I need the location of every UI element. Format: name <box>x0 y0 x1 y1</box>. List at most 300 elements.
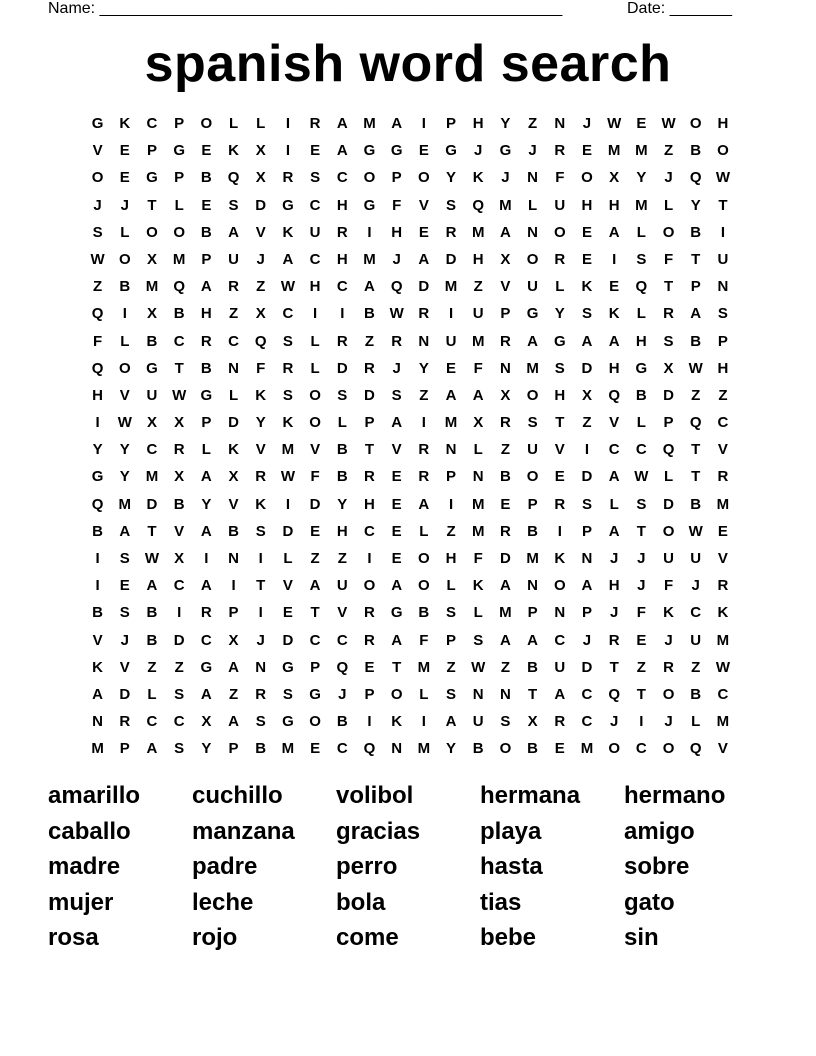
grid-letter: R <box>717 468 729 486</box>
grid-letter: K <box>581 278 593 296</box>
grid-letter: L <box>473 604 483 622</box>
grid-letter: Z <box>256 278 266 296</box>
grid-letter: P <box>527 604 538 622</box>
grid-letter: V <box>92 142 103 160</box>
grid-letter: I <box>231 577 236 595</box>
grid-letter: O <box>390 685 403 703</box>
grid-letter: C <box>146 713 158 731</box>
word-item: rojo <box>192 924 238 951</box>
grid-letter: R <box>173 441 185 459</box>
grid-letter: S <box>527 414 538 432</box>
grid-letter: N <box>527 169 539 187</box>
grid-letter: K <box>119 115 131 132</box>
grid-letter: A <box>228 713 239 731</box>
grid-letter: V <box>717 740 728 758</box>
grid-letter: U <box>690 550 702 567</box>
grid-letter: C <box>309 631 321 649</box>
word-item: gato <box>624 888 675 916</box>
grid-row <box>84 495 737 522</box>
grid-letter: A <box>200 685 212 703</box>
grid-letter: W <box>117 414 132 432</box>
grid-letter: M <box>444 414 458 432</box>
grid-letter: X <box>174 414 185 432</box>
grid-letter: I <box>340 305 345 323</box>
grid-letter: U <box>717 250 729 268</box>
grid-letter: X <box>228 468 239 486</box>
grid-letter: M <box>716 495 730 513</box>
grid-letter: T <box>147 196 157 214</box>
grid-letter: R <box>418 441 430 459</box>
grid-letter: K <box>282 414 294 432</box>
word-item: gracias <box>336 817 421 845</box>
grid-letter: J <box>392 250 401 268</box>
grid-letter: Q <box>254 332 267 350</box>
word-item: mujer <box>48 888 114 916</box>
grid-letter: B <box>200 223 212 241</box>
grid-letter: H <box>336 250 348 268</box>
grid-letter: H <box>364 495 375 513</box>
grid-letter: Y <box>554 305 565 323</box>
grid-letter: M <box>417 658 431 676</box>
grid-letter: K <box>228 441 239 459</box>
grid-letter: P <box>174 115 185 132</box>
grid-letter: J <box>664 631 673 649</box>
grid-letter: Y <box>201 495 212 513</box>
grid-letter: E <box>119 169 130 187</box>
grid-letter: S <box>581 305 592 323</box>
grid-letter: W <box>144 550 160 567</box>
grid-letter: Z <box>500 441 510 459</box>
grid-letter: E <box>581 142 592 160</box>
grid-letter: L <box>256 115 266 132</box>
grid-letter: B <box>146 604 158 622</box>
grid-letter: B <box>527 740 539 758</box>
grid-letter: A <box>608 223 620 241</box>
grid-letter: I <box>584 441 590 459</box>
grid-letter: O <box>608 740 620 758</box>
grid-letter: J <box>582 115 592 132</box>
grid-letter: V <box>391 441 402 459</box>
grid-letter: M <box>281 441 295 459</box>
grid-letter: A <box>119 522 131 540</box>
grid-letter: M <box>471 223 485 241</box>
grid-letter: O <box>526 468 539 486</box>
grid-letter: W <box>715 169 730 187</box>
word-item: cuchillo <box>192 782 283 809</box>
grid-letter: R <box>255 468 267 486</box>
grid-letter: A <box>282 250 294 268</box>
grid-letter: R <box>663 658 674 676</box>
grid-letter: J <box>256 631 265 649</box>
grid-letter: J <box>120 196 129 214</box>
grid-letter: L <box>228 115 239 132</box>
grid-letter: E <box>446 359 457 377</box>
grid-letter: M <box>118 495 132 513</box>
grid-letter: V <box>418 196 429 214</box>
grid-letter: X <box>146 305 157 323</box>
grid-letter: B <box>499 468 511 486</box>
grid-letter: K <box>92 658 104 676</box>
name-field-label: Name: ____________________________________________________ <box>48 0 563 17</box>
grid-letter: Y <box>446 740 457 758</box>
word-item: bola <box>336 888 386 916</box>
grid-letter: I <box>95 414 100 432</box>
grid-letter: G <box>200 658 213 676</box>
grid-letter: S <box>119 550 130 567</box>
grid-letter: D <box>418 278 430 296</box>
grid-letter: M <box>172 250 186 268</box>
grid-letter: S <box>228 196 239 214</box>
grid-letter: U <box>228 250 239 268</box>
grid-letter: B <box>527 522 539 540</box>
grid-letter: L <box>609 495 619 513</box>
grid-letter: G <box>363 142 376 160</box>
grid-letter: A <box>418 250 430 268</box>
grid-letter: P <box>364 685 375 703</box>
page-title: spanish word search <box>144 35 672 93</box>
grid-letter: A <box>554 685 566 703</box>
grid-letter: O <box>581 169 593 187</box>
grid-letter: S <box>282 685 293 703</box>
grid-letter: E <box>581 250 592 268</box>
grid-letter: Q <box>608 685 620 703</box>
grid-letter: X <box>609 169 620 187</box>
grid-row <box>84 685 737 712</box>
grid-letter: E <box>554 468 565 486</box>
grid-letter: U <box>146 386 158 404</box>
grid-letter: Y <box>500 115 511 132</box>
grid-letter: S <box>500 713 511 731</box>
grid-letter: J <box>338 685 347 703</box>
grid-letter: V <box>310 441 321 459</box>
grid-letter: Q <box>173 278 185 296</box>
grid-letter: M <box>607 142 621 160</box>
grid-letter: C <box>690 604 702 622</box>
grid-letter: A <box>527 631 539 649</box>
grid-letter: Y <box>92 441 103 459</box>
grid-letter: D <box>581 359 593 377</box>
grid-letter: H <box>717 115 729 132</box>
grid-letter: T <box>555 414 565 432</box>
grid-letter: B <box>92 522 104 540</box>
grid-row <box>84 168 737 195</box>
grid-letter: H <box>336 196 348 214</box>
grid-letter: X <box>146 250 157 268</box>
grid-letter: Z <box>147 658 157 676</box>
grid-letter: A <box>200 522 212 540</box>
grid-letter: O <box>309 386 321 404</box>
grid-row <box>84 739 737 766</box>
grid-letter: M <box>471 522 485 540</box>
grid-letter: W <box>688 522 703 540</box>
grid-letter: P <box>201 414 212 432</box>
grid-letter: R <box>200 604 212 622</box>
grid-letter: A <box>581 332 593 350</box>
word-item: sin <box>624 924 659 951</box>
grid-letter: G <box>91 468 104 486</box>
grid-letter: E <box>391 550 402 567</box>
grid-letter: H <box>608 196 620 214</box>
grid-letter: F <box>473 550 483 567</box>
grid-letter: K <box>717 604 729 622</box>
word-item: rosa <box>48 924 99 951</box>
grid-letter: C <box>146 441 158 459</box>
grid-letter: V <box>174 522 185 540</box>
grid-row <box>84 413 737 440</box>
grid-letter: F <box>473 359 483 377</box>
grid-letter: P <box>446 115 457 132</box>
grid-letter: B <box>472 740 484 758</box>
grid-letter: T <box>392 658 402 676</box>
grid-letter: G <box>635 359 648 377</box>
grid-letter: O <box>526 386 539 404</box>
grid-letter: Y <box>201 740 212 758</box>
grid-letter: F <box>419 631 429 649</box>
grid-letter: T <box>310 604 320 622</box>
grid-letter: C <box>173 713 185 731</box>
word-item: leche <box>192 888 254 916</box>
grid-letter: I <box>367 713 372 731</box>
grid-letter: G <box>309 685 321 703</box>
grid-letter: M <box>499 604 512 622</box>
grid-letter: A <box>418 495 430 513</box>
grid-letter: Y <box>255 414 266 432</box>
grid-letter: J <box>664 713 673 731</box>
grid-letter: Q <box>689 740 702 758</box>
grid-letter: F <box>636 604 646 622</box>
grid-letter: H <box>581 196 593 214</box>
grid-letter: D <box>663 495 674 513</box>
grid-letter: L <box>120 332 130 350</box>
grid-letter: X <box>500 250 511 268</box>
grid-letter: E <box>119 142 130 160</box>
grid-letter: S <box>636 495 647 513</box>
grid-letter: M <box>363 115 376 132</box>
grid-letter: E <box>201 142 212 160</box>
grid-letter: S <box>255 522 266 540</box>
grid-letter: L <box>201 441 211 459</box>
grid-letter: B <box>228 522 239 540</box>
grid-letter: I <box>258 550 263 567</box>
grid-letter: O <box>309 713 321 731</box>
grid-letter: D <box>282 631 294 649</box>
grid-letter: R <box>364 631 375 649</box>
grid-letter: D <box>146 495 158 513</box>
grid-letter: P <box>527 495 538 513</box>
grid-letter: A <box>445 386 457 404</box>
grid-letter: G <box>390 604 403 622</box>
grid-letter: L <box>419 685 429 703</box>
grid-letter: R <box>364 468 375 486</box>
grid-letter: L <box>419 522 429 540</box>
grid-letter: R <box>499 332 511 350</box>
grid-letter: N <box>445 441 457 459</box>
grid-letter: M <box>716 713 730 731</box>
grid-letter: R <box>608 631 620 649</box>
grid-letter: L <box>663 196 674 214</box>
grid-letter: P <box>581 604 592 622</box>
grid-letter: E <box>418 223 429 241</box>
grid-letter: X <box>174 468 185 486</box>
grid-letter: B <box>200 169 212 187</box>
grid-letter: B <box>690 142 702 160</box>
grid-letter: R <box>119 713 131 731</box>
grid-letter: I <box>177 604 182 622</box>
grid-letter: R <box>663 305 674 323</box>
grid-letter: H <box>92 386 104 404</box>
grid-letter: M <box>635 142 648 160</box>
grid-letter: U <box>336 577 348 595</box>
grid-letter: P <box>201 250 212 268</box>
grid-letter: P <box>391 169 402 187</box>
grid-letter: X <box>581 386 592 404</box>
grid-letter: Y <box>690 196 701 214</box>
header <box>48 0 768 20</box>
grid-letter: V <box>609 414 620 432</box>
grid-letter: B <box>92 604 104 622</box>
grid-letter: E <box>717 522 728 540</box>
grid-letter: C <box>717 414 729 432</box>
grid-letter: W <box>607 115 622 132</box>
grid-letter: M <box>526 550 539 567</box>
grid-letter: V <box>255 441 266 459</box>
grid-letter: G <box>146 169 158 187</box>
grid-letter: L <box>283 550 293 567</box>
grid-letter: Y <box>636 169 647 187</box>
grid-letter: E <box>310 522 321 540</box>
grid-letter: P <box>228 740 239 758</box>
grid-row <box>84 467 737 494</box>
grid-letter: P <box>364 414 375 432</box>
grid-letter: D <box>336 359 348 377</box>
word-item: perro <box>336 853 398 880</box>
grid-letter: U <box>690 631 702 649</box>
grid-letter: O <box>662 522 675 540</box>
grid-letter: E <box>500 495 511 513</box>
grid-letter: J <box>691 577 700 595</box>
grid-letter: S <box>554 359 565 377</box>
grid-letter: J <box>637 577 646 595</box>
grid-letter: O <box>118 359 131 377</box>
grid-letter: R <box>282 169 294 187</box>
grid-letter: T <box>663 278 674 296</box>
grid-letter: I <box>95 577 100 595</box>
grid-letter: L <box>147 685 157 703</box>
grid-letter: I <box>95 550 100 567</box>
grid-letter: L <box>337 414 347 432</box>
grid-letter: L <box>555 278 565 296</box>
grid-letter: B <box>146 631 158 649</box>
grid-letter: N <box>255 658 267 676</box>
grid-letter: J <box>609 550 619 567</box>
grid-letter: B <box>690 223 702 241</box>
word-item: amarillo <box>48 782 141 809</box>
grid-letter: Z <box>500 658 510 676</box>
grid-letter: B <box>336 468 348 486</box>
grid-letter: E <box>119 577 130 595</box>
grid-letter: O <box>200 115 213 132</box>
grid-row <box>84 114 737 141</box>
grid-letter: J <box>582 631 592 649</box>
grid-letter: C <box>336 278 348 296</box>
grid-letter: A <box>200 468 212 486</box>
grid-letter: V <box>255 223 266 241</box>
grid-letter: I <box>612 250 617 268</box>
grid-letter: V <box>119 386 130 404</box>
grid-letter: N <box>92 713 104 731</box>
grid-letter: Q <box>472 196 485 214</box>
grid-letter: Z <box>419 386 429 404</box>
grid-letter: A <box>146 740 158 758</box>
grid-letter: C <box>364 522 375 540</box>
grid-letter: F <box>392 196 402 214</box>
grid-letter: S <box>255 713 266 731</box>
grid-letter: S <box>337 386 348 404</box>
grid-letter: X <box>473 414 484 432</box>
grid-letter: L <box>691 713 701 731</box>
grid-letter: M <box>471 332 485 350</box>
grid-letter: A <box>391 631 403 649</box>
grid-letter: A <box>499 223 511 241</box>
grid-letter: I <box>367 223 372 241</box>
grid-letter: O <box>717 142 729 160</box>
grid-letter: K <box>228 142 239 160</box>
grid-letter: E <box>201 196 212 214</box>
grid-letter: S <box>663 332 674 350</box>
grid-letter: F <box>663 577 674 595</box>
grid-letter: B <box>336 713 348 731</box>
grid-letter: K <box>663 604 674 622</box>
grid-letter: I <box>285 495 290 513</box>
grid-letter: G <box>363 196 376 214</box>
grid-letter: A <box>581 577 593 595</box>
grid-letter: Z <box>473 278 483 296</box>
grid-letter: M <box>499 196 512 214</box>
grid-letter: B <box>690 495 702 513</box>
grid-letter: I <box>421 115 426 132</box>
grid-row <box>84 141 737 168</box>
grid-letter: Z <box>446 658 456 676</box>
word-item: amigo <box>624 817 695 845</box>
grid-letter: O <box>553 223 566 241</box>
grid-letter: M <box>580 740 594 758</box>
grid-letter: O <box>553 577 566 595</box>
grid-letter: R <box>554 713 566 731</box>
grid-letter: Q <box>363 740 376 758</box>
grid-letter: C <box>173 332 185 350</box>
grid-letter: T <box>147 522 157 540</box>
grid-letter: E <box>636 631 647 649</box>
grid-letter: V <box>228 495 239 513</box>
grid-letter: B <box>255 740 267 758</box>
grid-letter: T <box>364 441 375 459</box>
grid-letter: O <box>499 740 512 758</box>
grid-letter: W <box>280 278 295 296</box>
grid-letter: K <box>472 577 484 595</box>
grid-letter: E <box>391 468 402 486</box>
grid-letter: W <box>471 658 486 676</box>
grid-letter: U <box>554 196 566 214</box>
grid-letter: U <box>445 332 457 350</box>
grid-letter: R <box>499 522 511 540</box>
grid-letter: N <box>717 278 729 296</box>
grid-row <box>84 277 737 304</box>
letter-grid <box>84 114 737 767</box>
grid-letter: I <box>639 713 644 731</box>
grid-row <box>84 196 737 223</box>
grid-letter: D <box>445 250 457 268</box>
grid-letter: S <box>446 685 457 703</box>
